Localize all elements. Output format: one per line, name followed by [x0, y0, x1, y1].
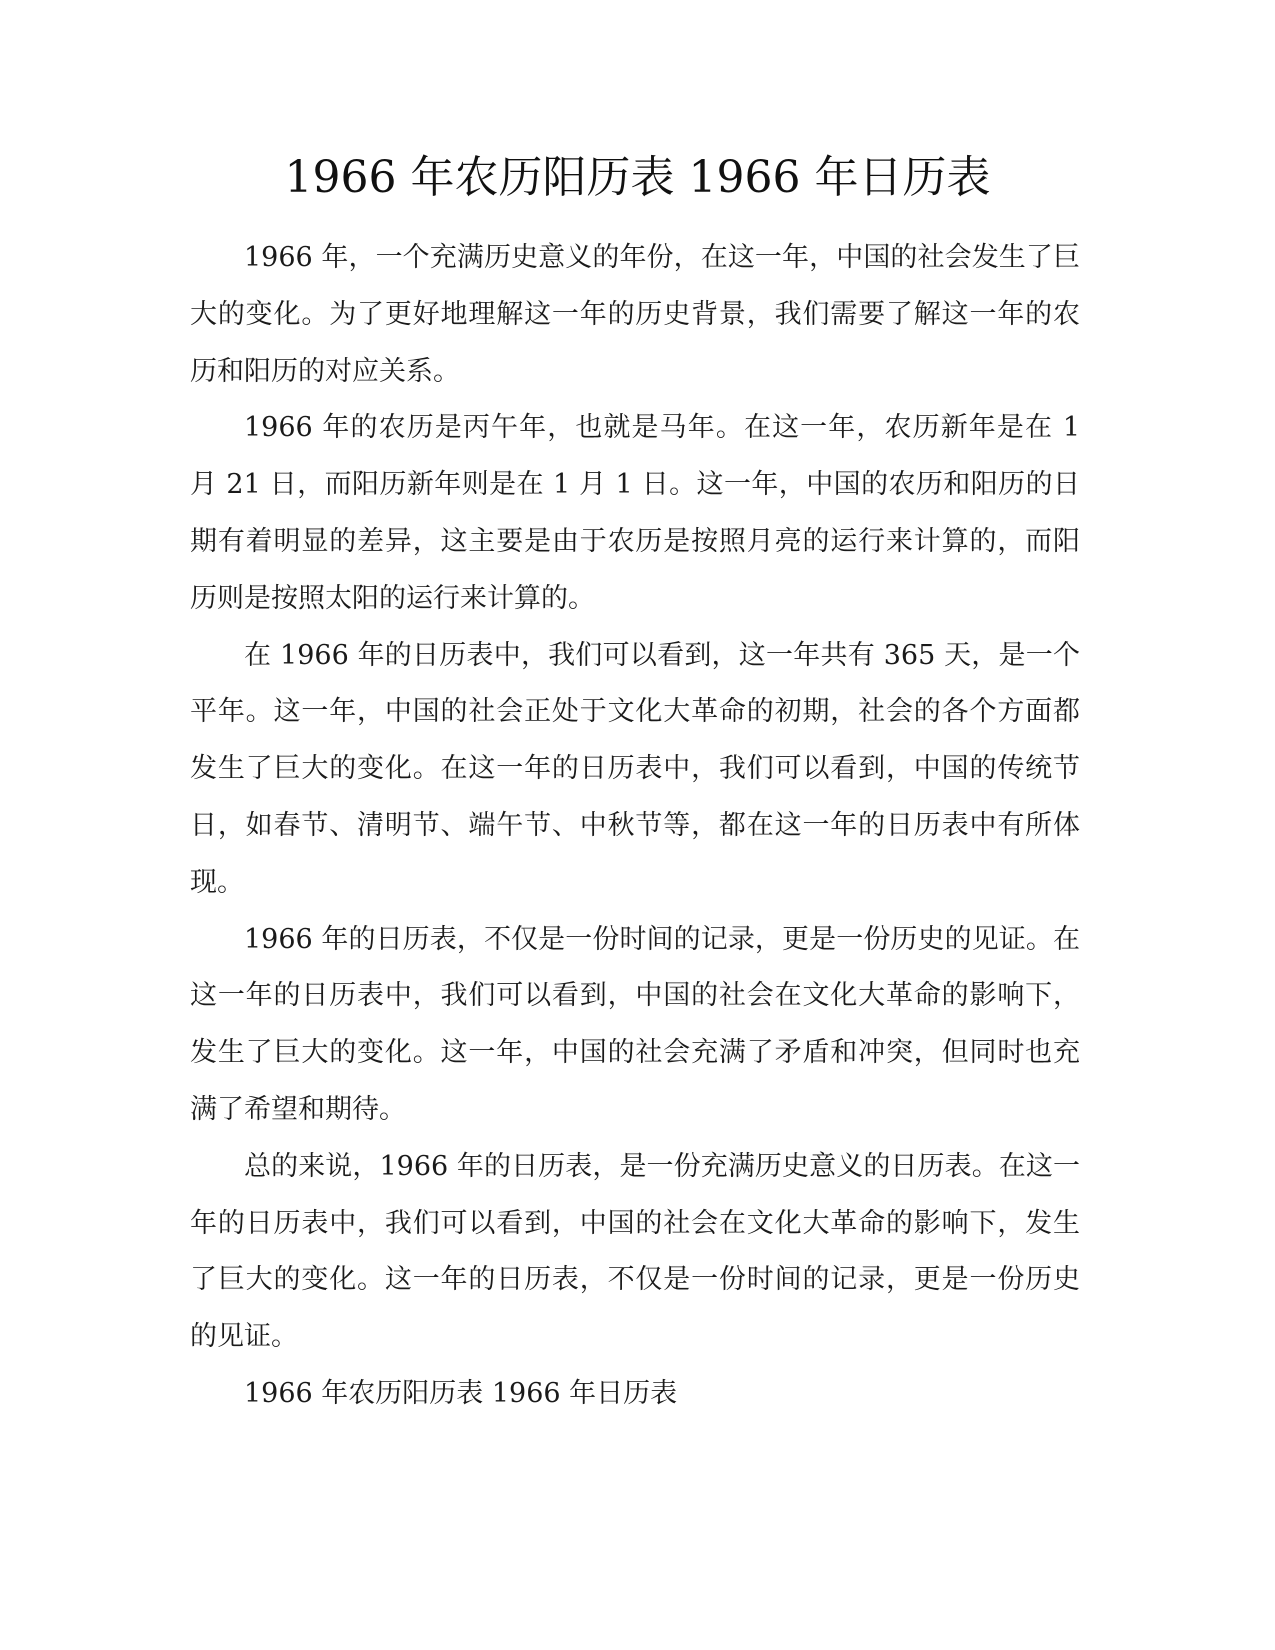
paragraph: 1966 年的日历表，不仅是一份时间的记录，更是一份历史的见证。在这一年的日历表中，我们可以看到，中国的社会在文化大革命的影响下，发生了巨大的变化。这一年，中国的社会充满了矛盾和冲突，但同时也充满了希望和期待。	[190, 923, 1080, 1125]
document-title: 1966 年农历阳历表 1966 年日历表	[284, 152, 991, 203]
paragraph: 1966 年，一个充满历史意义的年份，在这一年，中国的社会发生了巨大的变化。为了更好地理解这一年的历史背景，我们需要了解这一年的农历和阳历的对应关系。	[190, 242, 1080, 387]
paragraph: 总的来说，1966 年的日历表，是一份充满历史意义的日历表。在这一年的日历表中，我们可以看到，中国的社会在文化大革命的影响下，发生了巨大的变化。这一年的日历表，不仅是一份时间的记录，更是一份历史的见证。	[190, 1150, 1080, 1353]
paragraph: 在 1966 年的日历表中，我们可以看到，这一年共有 365 天，是一个平年。这一年，中国的社会正处于文化大革命的初期，社会的各个方面都发生了巨大的变化。在这一年的日历表中，我们可以看到，中国的传统节日，如春节、清明节、端午节、中秋节等，都在这一年的日历表中有所体现。	[190, 639, 1080, 898]
document-body	[190, 230, 1080, 1423]
paragraph: 1966 年农历阳历表 1966 年日历表	[244, 1377, 678, 1409]
paragraph: 1966 年的农历是丙午年，也就是马年。在这一年，农历新年是在 1 月 21 日，而阳历新年则是在 1 月 1 日。这一年，中国的农历和阳历的日期有着明显的差异，这主要是由于农历是按照月亮的运行来计算的，而阳历则是按照太阳的运行来计算的。	[190, 412, 1080, 614]
